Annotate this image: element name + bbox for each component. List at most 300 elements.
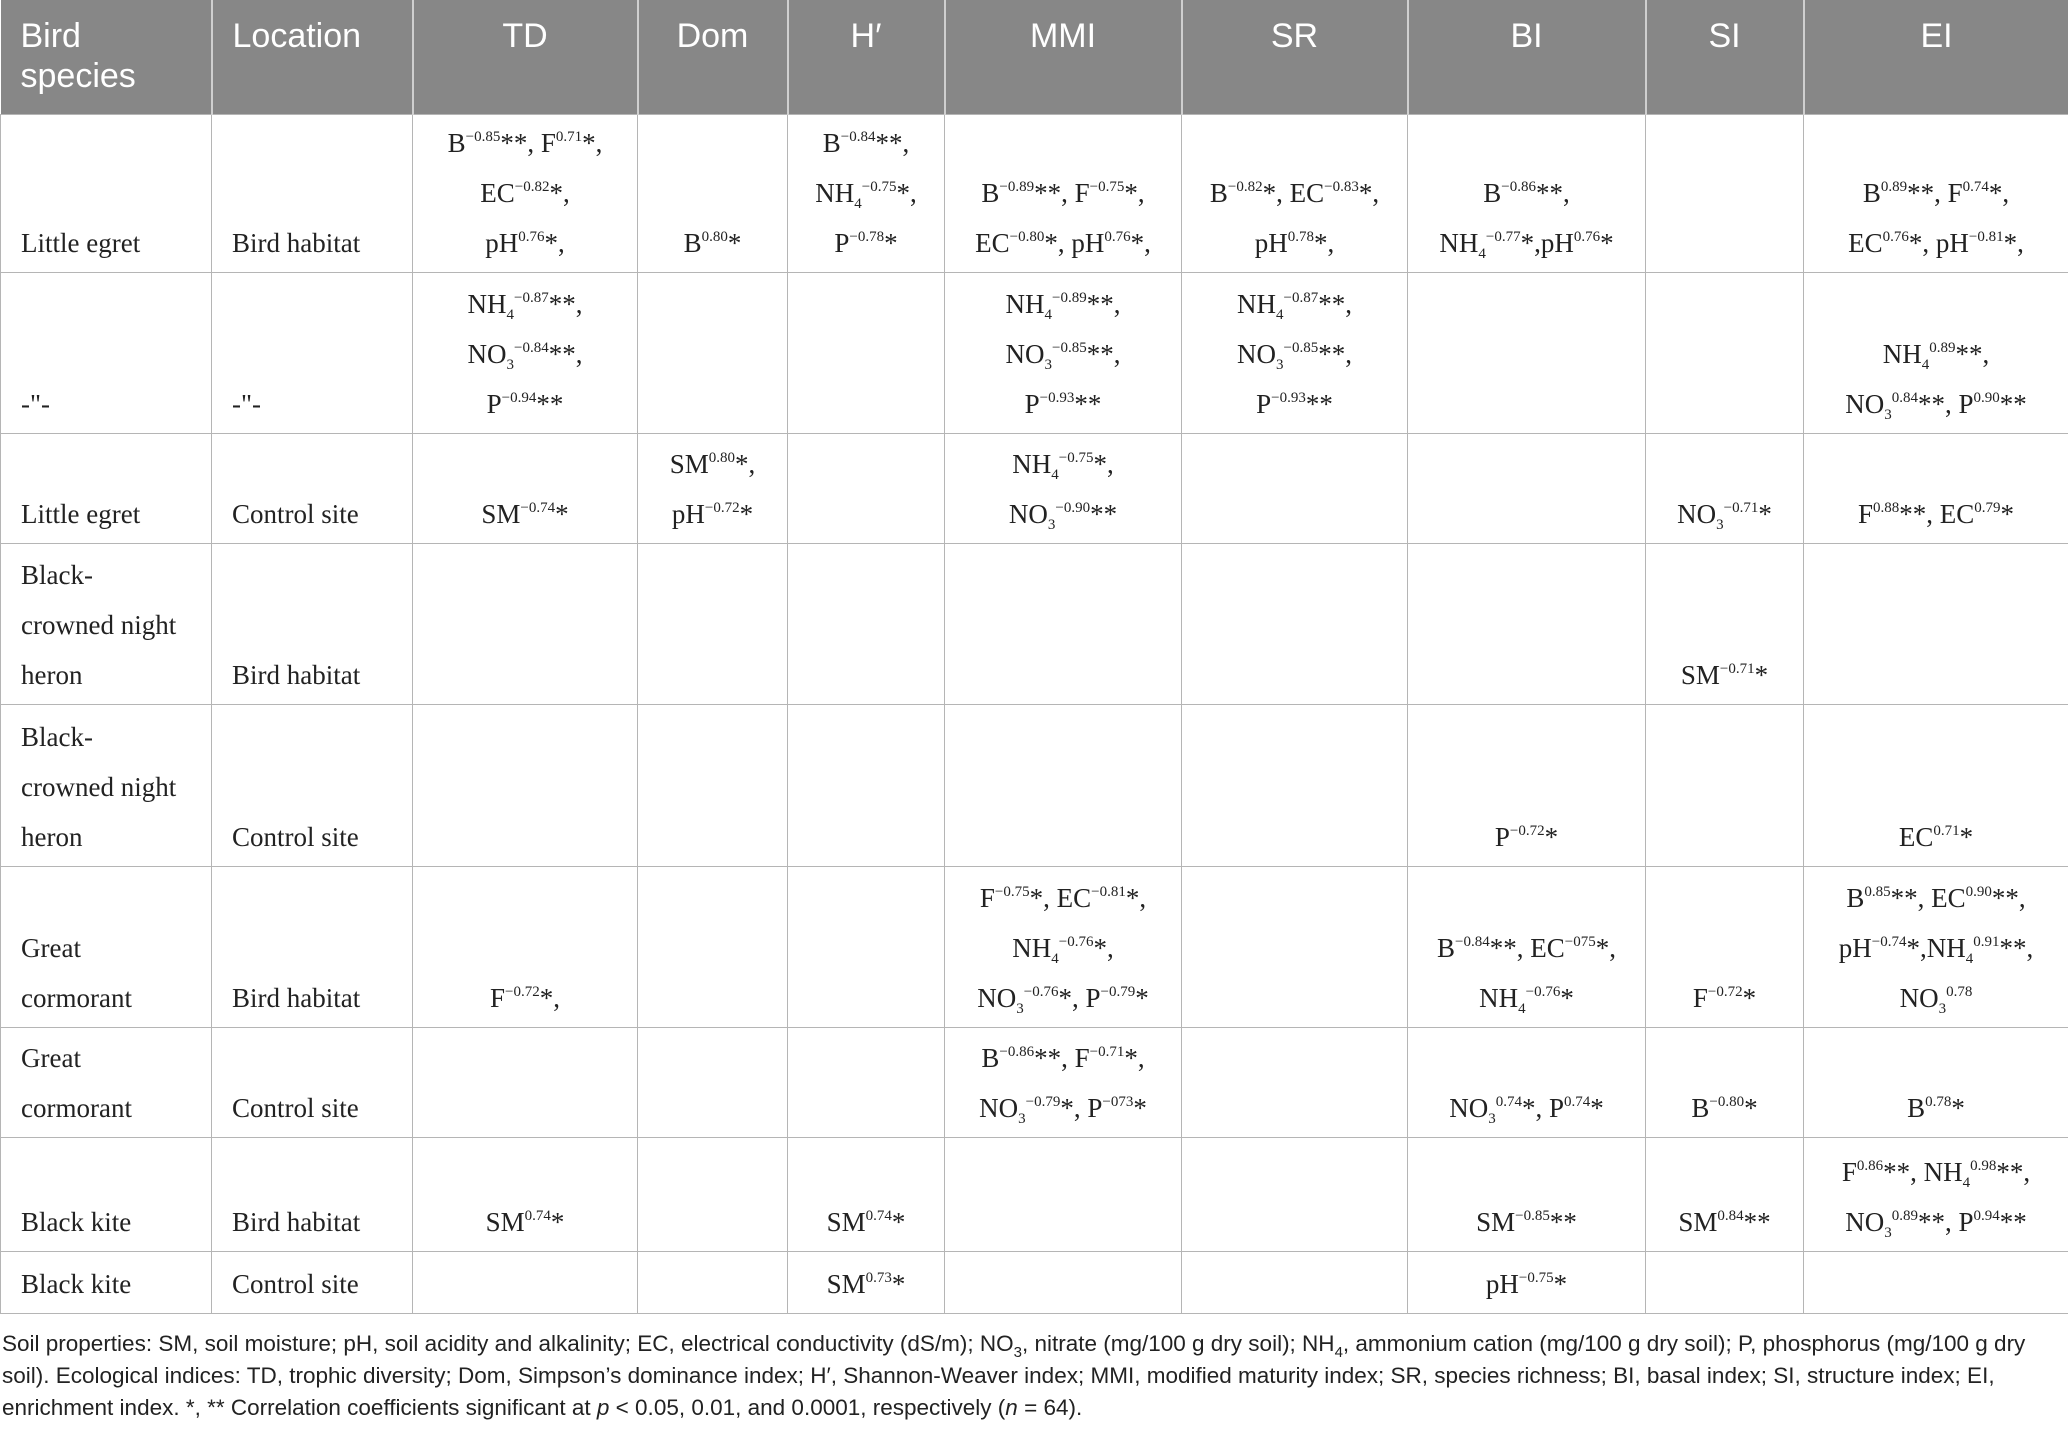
correlation-line xyxy=(1414,812,1639,862)
variable-label: F xyxy=(979,882,995,913)
correlation-coefficient: −0.90 xyxy=(1055,499,1091,516)
cell-mmi xyxy=(945,543,1182,704)
variable-label: NH xyxy=(1237,288,1277,319)
correlation-coefficient: −0.76 xyxy=(1023,983,1059,1000)
significance-marker: * xyxy=(891,1206,906,1237)
cell-sr xyxy=(1182,543,1408,704)
significance-marker: ** xyxy=(1489,932,1517,963)
correlation-coefficient: −0.85 xyxy=(1283,339,1319,356)
table-row xyxy=(1,433,2068,543)
variable-label: EC xyxy=(975,227,1010,258)
cell-sr xyxy=(1182,1027,1408,1137)
correlation-coefficient: 0.73 xyxy=(865,1269,892,1286)
cell-si xyxy=(1646,704,1804,866)
correlation-coefficient: −0.72 xyxy=(704,499,740,516)
correlation-coefficient: 0.76 xyxy=(1882,228,1909,245)
header-h-prime: H′ xyxy=(788,0,945,114)
correlation-coefficient: −0.79 xyxy=(1100,983,1136,1000)
significance-marker: * xyxy=(1959,821,1974,852)
correlation-line xyxy=(1652,489,1797,539)
significance-marker: ** xyxy=(500,127,528,158)
significance-marker: *, xyxy=(549,177,570,208)
variable-label: F xyxy=(490,982,506,1013)
correlation-line xyxy=(1652,1083,1797,1133)
correlation-coefficient: 0.89 xyxy=(1929,339,1956,356)
correlation-line xyxy=(794,1259,938,1309)
significance-marker: ** xyxy=(1917,388,1945,419)
correlation-line xyxy=(419,168,631,218)
correlation-line xyxy=(419,973,631,1023)
significance-marker: *, xyxy=(2003,227,2024,258)
correlation-line xyxy=(951,923,1175,973)
variable-subscript: 4 xyxy=(506,306,515,323)
correlation-line xyxy=(1810,329,2062,379)
cell-dom xyxy=(638,433,788,543)
correlation-coefficient: −0.75 xyxy=(1089,178,1125,195)
table-row xyxy=(1,272,2068,433)
cell-location: Bird habitat xyxy=(212,114,413,272)
correlation-line xyxy=(951,279,1175,329)
correlation-coefficient: 0.98 xyxy=(1970,1157,1997,1174)
correlation-line xyxy=(1188,379,1401,429)
significance-marker: **, xyxy=(1535,177,1570,208)
cell-h-prime xyxy=(788,114,945,272)
variable-label: EC xyxy=(1898,821,1934,852)
significance-marker: ** xyxy=(1999,1206,2027,1237)
variable-label: ,pH xyxy=(1534,227,1574,258)
cell-sr xyxy=(1182,114,1408,272)
footnote-text-2: , nitrate (mg/100 g dry soil); NH xyxy=(1021,1330,1335,1356)
cell-ei xyxy=(1804,272,2068,433)
significance-marker: *, xyxy=(544,227,565,258)
significance-marker: **, xyxy=(1318,288,1352,319)
correlation-coefficient: −0.87 xyxy=(1283,289,1319,306)
correlation-coefficient: 0.89 xyxy=(1880,178,1908,195)
cell-sr xyxy=(1182,866,1408,1027)
table-row xyxy=(1,1137,2068,1251)
cell-mmi xyxy=(945,1251,1182,1313)
variable-label: NH xyxy=(815,177,855,208)
significance-marker: * xyxy=(1560,982,1574,1013)
cell-bi xyxy=(1408,704,1646,866)
cell-td xyxy=(413,272,638,433)
cell-ei xyxy=(1804,1027,2068,1137)
significance-marker: *, xyxy=(1595,932,1616,963)
cell-sr xyxy=(1182,1137,1408,1251)
variable-label: P xyxy=(486,388,502,419)
cell-td xyxy=(413,1137,638,1251)
species-name-part: Black- xyxy=(21,721,93,752)
correlation-coefficient: −0.81 xyxy=(1968,228,2004,245)
correlation-coefficient: 0.74 xyxy=(865,1207,892,1224)
variable-label: pH xyxy=(1254,227,1288,258)
significance-marker: * xyxy=(1742,982,1757,1013)
cell-location: -"- xyxy=(212,272,413,433)
correlation-coefficient: −0.77 xyxy=(1485,228,1521,245)
correlation-line xyxy=(951,379,1175,429)
correlation-coefficient: 0.91 xyxy=(1973,933,2000,950)
correlation-line xyxy=(951,329,1175,379)
cell-si xyxy=(1646,543,1804,704)
correlation-coefficient: −0.72 xyxy=(1509,822,1545,839)
header-mmi: MMI xyxy=(945,0,1182,114)
correlation-coefficient: −0.74 xyxy=(1871,933,1907,950)
variable-label: NO xyxy=(1237,338,1277,369)
variable-label: pH xyxy=(485,227,519,258)
significance-marker: **, xyxy=(875,127,910,158)
footnote-text-4: < 0.05, 0.01, and 0.0001, respectively ( xyxy=(609,1394,1006,1420)
variable-label: F xyxy=(1692,982,1708,1013)
variable-label: B xyxy=(1846,882,1865,913)
variable-label: B xyxy=(822,127,841,158)
correlation-line xyxy=(1414,973,1639,1023)
cell-bird-species xyxy=(1,272,212,433)
correlation-coefficient: −0.80 xyxy=(1009,228,1045,245)
correlation-line xyxy=(1414,1197,1639,1247)
significance-marker: **, xyxy=(1999,932,2034,963)
correlation-coefficient: −0.76 xyxy=(1058,933,1094,950)
correlation-coefficient: −0.71 xyxy=(1719,660,1755,677)
correlation-coefficient: 0.80 xyxy=(708,449,736,466)
variable-label: P xyxy=(1256,388,1272,419)
significance-marker: *, xyxy=(1130,227,1151,258)
variable-label: , pH xyxy=(1922,227,1969,258)
cell-bi xyxy=(1408,543,1646,704)
variable-label: , F xyxy=(1061,177,1090,208)
species-name-part: Little egret xyxy=(21,498,141,529)
cell-bi xyxy=(1408,1027,1646,1137)
variable-label: NO xyxy=(1845,388,1885,419)
correlation-line xyxy=(1652,1197,1797,1247)
significance-marker: ** xyxy=(1890,882,1918,913)
variable-label: F xyxy=(1841,1156,1857,1187)
variable-label: , F xyxy=(1061,1042,1090,1073)
significance-marker: ** xyxy=(1883,1156,1911,1187)
cell-si xyxy=(1646,1137,1804,1251)
header-bi: BI xyxy=(1408,0,1646,114)
variable-subscript: 3 xyxy=(1716,516,1724,533)
correlation-line xyxy=(951,973,1175,1023)
variable-label: , pH xyxy=(1057,227,1105,258)
variable-label: B xyxy=(981,177,1000,208)
correlation-line xyxy=(644,439,781,489)
variable-label: , F xyxy=(527,127,556,158)
cell-h-prime xyxy=(788,704,945,866)
variable-label: NH xyxy=(1439,227,1479,258)
significance-marker: * xyxy=(1044,227,1058,258)
cell-bi xyxy=(1408,1251,1646,1313)
correlation-line xyxy=(1652,650,1797,700)
cell-bi xyxy=(1408,272,1646,433)
variable-subscript: 4 xyxy=(1051,466,1059,483)
cell-bird-species xyxy=(1,1027,212,1137)
significance-marker: ** xyxy=(1090,498,1118,529)
significance-marker: * xyxy=(1590,1092,1604,1123)
correlation-line xyxy=(1810,379,2062,429)
significance-marker: **, xyxy=(1318,338,1352,369)
cell-td xyxy=(413,114,638,272)
correlation-coefficient: 0.88 xyxy=(1873,499,1900,516)
variable-label: B xyxy=(1483,177,1502,208)
correlation-coefficient: −075 xyxy=(1564,933,1596,950)
significance-marker: **, xyxy=(1955,338,1990,369)
variable-subscript: 4 xyxy=(1044,306,1053,323)
correlation-coefficient: −0.89 xyxy=(1052,289,1087,306)
variable-subscript: 4 xyxy=(1921,356,1930,373)
cell-si xyxy=(1646,1027,1804,1137)
cell-sr xyxy=(1182,272,1408,433)
variable-label: , P xyxy=(1944,1206,1974,1237)
cell-mmi xyxy=(945,433,1182,543)
significance-marker: **, xyxy=(548,288,583,319)
significance-marker: *, xyxy=(1124,177,1145,208)
cell-location: Control site xyxy=(212,433,413,543)
significance-marker: * xyxy=(1600,227,1614,258)
variable-subscript: 3 xyxy=(506,356,515,373)
variable-subscript: 3 xyxy=(1044,356,1053,373)
correlation-coefficient: 0.84 xyxy=(1717,1207,1744,1224)
variable-label: B xyxy=(447,127,466,158)
cell-location: Bird habitat xyxy=(212,1137,413,1251)
variable-subscript: 4 xyxy=(1276,306,1284,323)
variable-label: , P xyxy=(1535,1092,1565,1123)
variable-label: NO xyxy=(1899,982,1939,1013)
variable-label: ,NH xyxy=(1919,932,1966,963)
correlation-line xyxy=(1810,812,2062,862)
significance-marker: *, xyxy=(582,127,603,158)
variable-label: NO xyxy=(1677,498,1717,529)
correlation-coefficient: −0.82 xyxy=(514,178,550,195)
variable-label: SM xyxy=(1678,1206,1718,1237)
cell-h-prime xyxy=(788,1137,945,1251)
variable-subscript: 3 xyxy=(1016,1000,1024,1017)
table-row xyxy=(1,1251,2068,1313)
variable-subscript: 3 xyxy=(1047,516,1056,533)
significance-marker: * xyxy=(1262,177,1277,208)
species-name-part: Great xyxy=(21,1042,81,1073)
correlation-coefficient: −0.71 xyxy=(1089,1043,1125,1060)
correlation-coefficient: −0.82 xyxy=(1227,178,1263,195)
correlation-coefficient: −0.79 xyxy=(1025,1093,1061,1110)
correlation-coefficient: 0.79 xyxy=(1974,499,2001,516)
cell-mmi xyxy=(945,1137,1182,1251)
correlation-coefficient: −0.84 xyxy=(1455,933,1490,950)
correlation-line xyxy=(1414,168,1639,218)
header-si: SI xyxy=(1646,0,1804,114)
variable-label: B xyxy=(981,1042,1000,1073)
correlation-line xyxy=(644,489,781,539)
variable-label: B xyxy=(1862,177,1881,208)
significance-marker: * xyxy=(1906,932,1920,963)
cell-bird-species xyxy=(1,1137,212,1251)
correlation-line xyxy=(644,218,781,268)
correlation-line xyxy=(1188,168,1401,218)
significance-marker: **, xyxy=(1996,1156,2031,1187)
variable-label: NH xyxy=(1012,932,1052,963)
correlation-line xyxy=(1414,1083,1639,1133)
cell-h-prime xyxy=(788,272,945,433)
significance-marker: **, xyxy=(1086,338,1121,369)
correlation-line xyxy=(794,218,938,268)
correlation-coefficient: −0.72 xyxy=(505,983,540,1000)
variable-subscript: 3 xyxy=(1276,356,1284,373)
variable-label: NH xyxy=(1012,448,1052,479)
cell-si xyxy=(1646,114,1804,272)
significance-marker: * xyxy=(1758,498,1772,529)
cell-dom xyxy=(638,114,788,272)
significance-marker: *, xyxy=(896,177,917,208)
significance-marker: ** xyxy=(1917,1206,1945,1237)
variable-subscript: 4 xyxy=(1051,950,1059,967)
cell-bird-species xyxy=(1,543,212,704)
variable-label: NO xyxy=(977,982,1017,1013)
correlation-line xyxy=(1810,1083,2062,1133)
significance-marker: *, xyxy=(1358,177,1380,208)
correlation-coefficient: 0.78 xyxy=(1925,1093,1952,1110)
significance-marker: **, xyxy=(1991,882,2026,913)
correlation-coefficient: −0.74 xyxy=(520,499,556,516)
correlation-line xyxy=(419,489,631,539)
cell-h-prime xyxy=(788,433,945,543)
cell-mmi xyxy=(945,272,1182,433)
significance-marker: * xyxy=(1908,227,1923,258)
correlation-coefficient: 0.90 xyxy=(1973,389,2000,406)
correlation-line xyxy=(1188,218,1401,268)
cell-sr xyxy=(1182,704,1408,866)
table-row xyxy=(1,1027,2068,1137)
cell-bird-species xyxy=(1,1251,212,1313)
cell-td xyxy=(413,543,638,704)
correlation-line xyxy=(951,489,1175,539)
significance-marker: *, xyxy=(1988,177,2010,208)
species-name-part: cormorant xyxy=(21,982,132,1013)
cell-dom xyxy=(638,543,788,704)
cell-mmi xyxy=(945,704,1182,866)
significance-marker: * xyxy=(1553,1268,1568,1299)
correlation-coefficient: 0.90 xyxy=(1965,883,1992,900)
variable-label: pH xyxy=(1485,1268,1519,1299)
cell-ei xyxy=(1804,704,2068,866)
significance-marker: *, xyxy=(1124,1042,1145,1073)
correlation-coefficient: −0.75 xyxy=(1058,449,1094,466)
variable-label: P xyxy=(834,227,850,258)
correlation-coefficient: −0.72 xyxy=(1707,983,1743,1000)
header-sr: SR xyxy=(1182,0,1408,114)
correlation-line xyxy=(1810,218,2062,268)
correlation-line xyxy=(1414,1259,1639,1309)
correlation-coefficient: −0.75 xyxy=(861,178,897,195)
correlation-coefficient: 0.85 xyxy=(1864,883,1891,900)
significance-marker: *, xyxy=(1314,227,1335,258)
correlation-line xyxy=(1188,329,1401,379)
variable-label: pH xyxy=(1838,932,1872,963)
correlation-line xyxy=(1414,218,1639,268)
footnote-text-3: , ammonium cation (mg/100 g dry soil); P, phosphorus (mg/100 g dry soil). Ecological indices: TD, trophic diversity; Dom, Simpson’s dominance index; H′, Shannon-Weaver index; MMI, modified maturity index; SR, species richness; BI, basal index; SI, structure index; EI, enrichment index. *, ** Correlation coefficients significant at xyxy=(2,1330,2026,1420)
correlation-line xyxy=(951,218,1175,268)
correlation-coefficient: 0.74 xyxy=(524,1207,551,1224)
cell-h-prime xyxy=(788,1251,945,1313)
correlation-coefficient: −073 xyxy=(1102,1093,1134,1110)
variable-label: SM xyxy=(1680,659,1720,690)
cell-dom xyxy=(638,1137,788,1251)
correlation-line xyxy=(794,1197,938,1247)
variable-label: EC xyxy=(480,177,515,208)
table-footnote xyxy=(0,1314,2068,1424)
variable-label: , EC xyxy=(1917,882,1966,913)
cell-ei xyxy=(1804,433,2068,543)
significance-marker: ** xyxy=(1743,1206,1771,1237)
variable-label: , EC xyxy=(1043,882,1092,913)
correlation-line xyxy=(1810,873,2062,923)
header-location: Location xyxy=(212,0,413,114)
table-row xyxy=(1,866,2068,1027)
species-name-part: -"- xyxy=(21,388,51,419)
cell-sr xyxy=(1182,433,1408,543)
cell-ei xyxy=(1804,866,2068,1027)
variable-label: B xyxy=(1209,177,1228,208)
cell-si xyxy=(1646,272,1804,433)
species-name-part: Great xyxy=(21,932,81,963)
correlation-coefficient: −0.75 xyxy=(1518,1269,1554,1286)
variable-label: NH xyxy=(1005,288,1045,319)
correlation-coefficient: 0.86 xyxy=(1856,1157,1884,1174)
header-bird-species: Bird species xyxy=(1,0,212,114)
correlation-line xyxy=(794,118,938,168)
cell-bi xyxy=(1408,866,1646,1027)
variable-label: F xyxy=(1857,498,1873,529)
significance-marker: ** xyxy=(1034,177,1062,208)
correlation-coefficient: 0.71 xyxy=(1933,822,1960,839)
variable-subscript: 3 xyxy=(1488,1110,1496,1127)
significance-marker: ** xyxy=(1034,1042,1062,1073)
significance-marker: *, xyxy=(735,448,756,479)
cell-dom xyxy=(638,1027,788,1137)
significance-marker: * xyxy=(555,498,569,529)
variable-label: SM xyxy=(826,1268,866,1299)
table-row xyxy=(1,543,2068,704)
header-row xyxy=(1,0,2068,114)
cell-bird-species xyxy=(1,704,212,866)
significance-marker: *, xyxy=(1093,932,1114,963)
cell-si xyxy=(1646,866,1804,1027)
variable-subscript: 3 xyxy=(1884,1224,1892,1241)
cell-dom xyxy=(638,866,788,1027)
variable-label: , EC xyxy=(1516,932,1565,963)
variable-label: SM xyxy=(669,448,709,479)
significance-marker: * xyxy=(1951,1092,1965,1123)
significance-marker: * xyxy=(550,1206,565,1237)
variable-label: , P xyxy=(1071,982,1101,1013)
cell-bird-species xyxy=(1,114,212,272)
variable-label: B xyxy=(1691,1092,1710,1123)
correlation-coefficient: 0.76 xyxy=(518,228,545,245)
variable-label: , NH xyxy=(1910,1156,1963,1187)
cell-location: Bird habitat xyxy=(212,543,413,704)
cell-ei xyxy=(1804,543,2068,704)
correlation-line xyxy=(951,1083,1175,1133)
cell-ei xyxy=(1804,1137,2068,1251)
significance-marker: *, xyxy=(1125,882,1147,913)
footnote-text-1: Soil properties: SM, soil moisture; pH, soil acidity and alkalinity; EC, electrical conductivity (dS/m); NO xyxy=(2,1330,1014,1356)
cell-dom xyxy=(638,272,788,433)
cell-dom xyxy=(638,1251,788,1313)
variable-label: B xyxy=(1907,1092,1926,1123)
correlation-coefficient: 0.74 xyxy=(1495,1093,1522,1110)
variable-label: NO xyxy=(467,338,507,369)
header-ei: EI xyxy=(1804,0,2068,114)
significance-marker: ** xyxy=(1899,498,1927,529)
cell-td xyxy=(413,1027,638,1137)
